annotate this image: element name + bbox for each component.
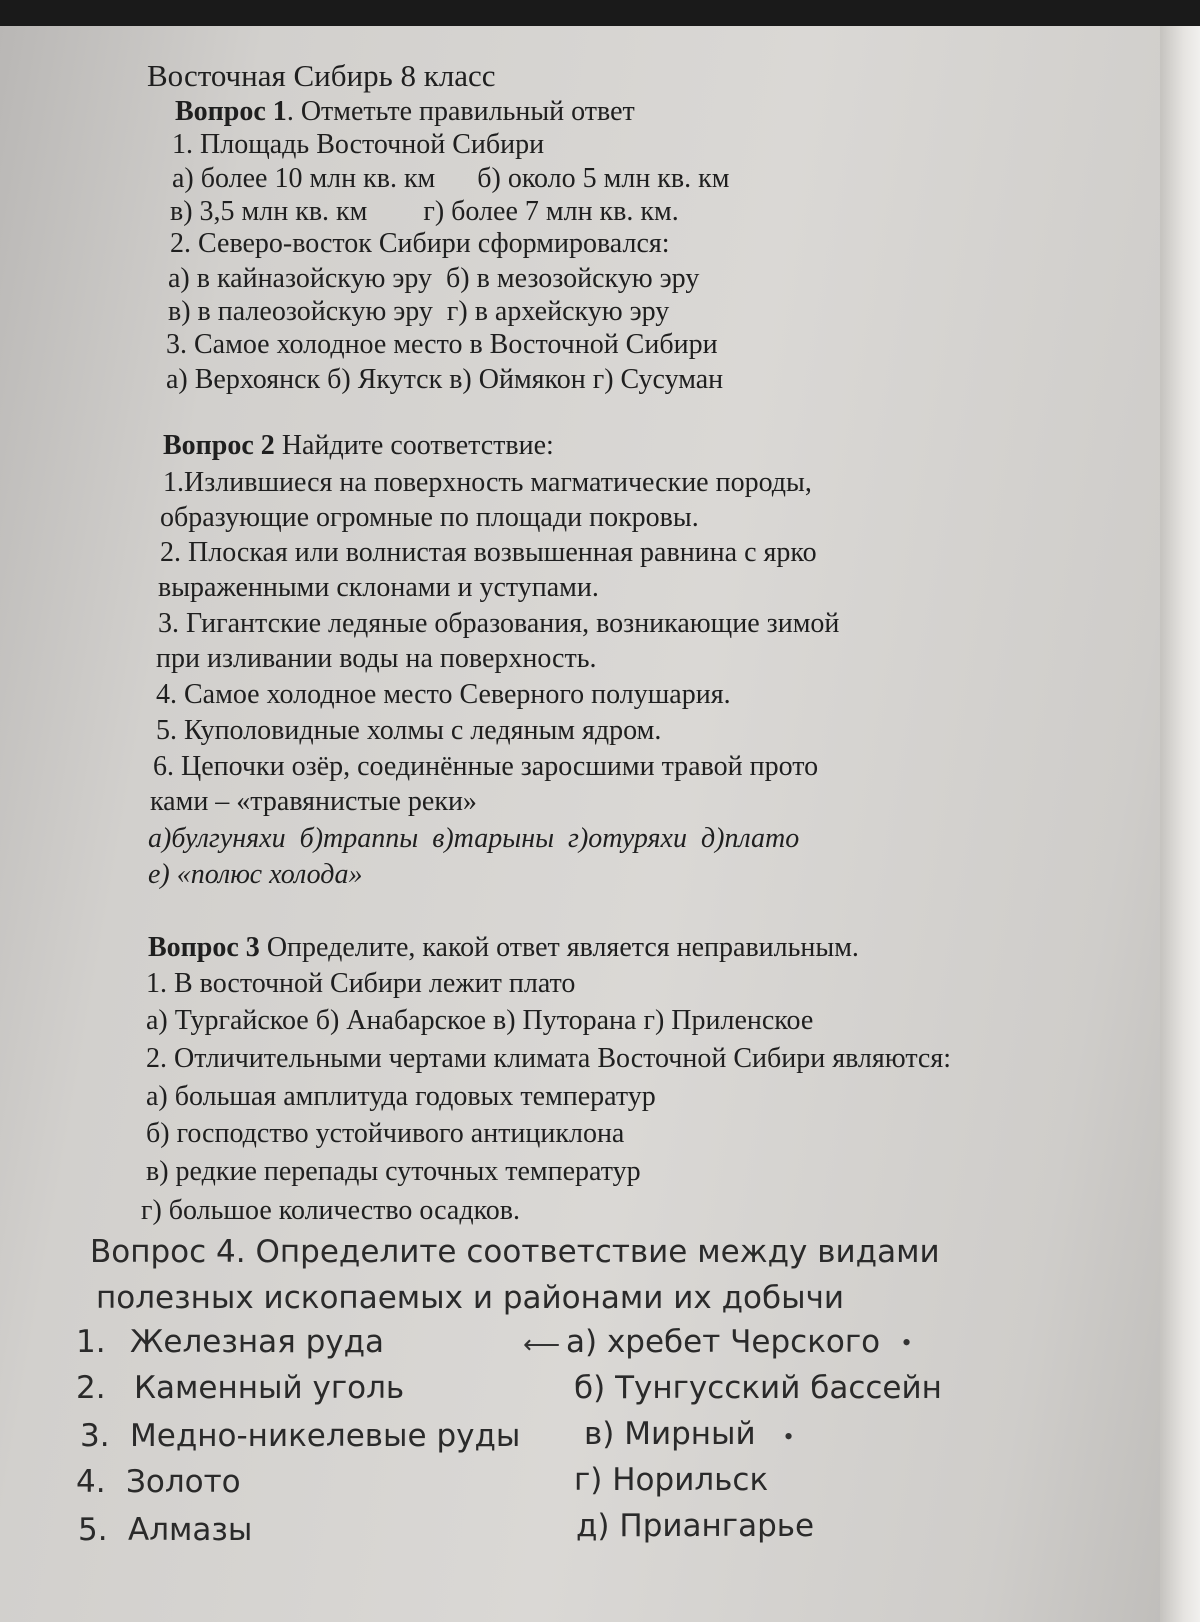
question-4-heading-line-2: полезных ископаемых и районами их добычи <box>96 1280 845 1316</box>
q4-left-num: 1. <box>76 1324 106 1360</box>
q2-item-5: 3. Гигантские ледяные образования, возникающие зимой <box>158 608 840 639</box>
q1-item-4: 2. Северо-восток Сибири сформировался: <box>170 228 670 259</box>
q4-left-item-1 <box>76 1324 385 1360</box>
q4-left-label: Медно-никелевые руды <box>130 1418 521 1454</box>
q4-left-num: 4. <box>76 1464 106 1500</box>
q4-left-item-4 <box>76 1464 241 1500</box>
q3-item-1: 1. В восточной Сибири лежит плато <box>146 968 576 999</box>
q2-item-2: образующие огромные по площади покровы. <box>160 502 699 533</box>
q2-item-1: 1.Излившиеся на поверхность магматические породы, <box>163 467 812 498</box>
q4-left-num: 2. <box>76 1370 106 1406</box>
q3-item-3: 2. Отличительными чертами климата Восточной Сибири являются: <box>146 1043 951 1074</box>
question-4-heading-line-1: Вопрос 4. Определите соответствие между видами <box>90 1234 940 1270</box>
dot-mark-icon: • <box>902 1328 912 1357</box>
arrow-mark-icon: ⟵ <box>523 1330 561 1359</box>
q4-left-item-5 <box>78 1512 253 1548</box>
q3-item-2: а) Тургайское б) Анабарское в) Путорана г) Приленское <box>146 1005 814 1036</box>
q4-left-label: Железная руда <box>130 1324 385 1360</box>
question-3-instruction: Определите, какой ответ является неправильным. <box>259 932 859 963</box>
q2-item-8: 5. Куполовидные холмы с ледяным ядром. <box>156 715 662 746</box>
q4-right-item-c: в) Мирный <box>584 1416 756 1452</box>
q1-item-1: 1. Площадь Восточной Сибири <box>172 129 545 160</box>
question-3-label: Вопрос 3 <box>148 932 260 963</box>
q2-item-10: ками – «травянистые реки» <box>150 786 477 817</box>
q4-left-label: Золото <box>126 1464 241 1500</box>
q4-right-item-e: д) Приангарье <box>576 1508 815 1544</box>
q1-item-8: а) Верхоянск б) Якутск в) Оймякон г) Сусуман <box>166 364 724 395</box>
q3-item-7: г) большое количество осадков. <box>141 1195 520 1226</box>
q2-item-7: 4. Самое холодное место Северного полушария. <box>156 679 731 710</box>
q4-right-item-b: б) Тунгусский бассейн <box>574 1370 942 1406</box>
q4-right-item-a: а) хребет Черского <box>566 1324 881 1360</box>
paper-edge <box>1160 26 1200 1622</box>
q4-left-num: 5. <box>78 1512 108 1548</box>
q2-item-9: 6. Цепочки озёр, соединённые заросшими травой прото <box>153 751 819 782</box>
q2-item-4: выраженными склонами и уступами. <box>158 572 599 603</box>
q4-left-num: 3. <box>80 1418 110 1454</box>
q4-left-item-3 <box>80 1418 521 1454</box>
q2-answers-line-2: е) «полюс холода» <box>148 859 363 890</box>
q3-item-4: а) большая амплитуда годовых температур <box>146 1081 656 1112</box>
question-2-label: Вопрос 2 <box>163 430 275 461</box>
q2-item-3: 2. Плоская или волнистая возвышенная равнина с ярко <box>160 537 817 568</box>
q4-left-label: Каменный уголь <box>134 1370 405 1406</box>
q1-item-3: в) 3,5 млн кв. км г) более 7 млн кв. км. <box>170 196 679 227</box>
question-2-heading <box>163 430 554 462</box>
q2-item-6: при изливании воды на поверхность. <box>156 643 597 674</box>
q1-item-6: в) в палеозойскую эру г) в архейскую эру <box>168 296 670 327</box>
q2-answers-line-1: а)булгуняхи б)траппы в)тарыны г)отуряхи д)плато <box>148 823 800 854</box>
q4-left-item-2 <box>76 1370 405 1406</box>
q4-left-label: Алмазы <box>128 1512 253 1548</box>
question-1-instruction: . Отметьте правильный ответ <box>286 96 635 127</box>
question-3-heading <box>148 932 859 964</box>
question-2-instruction: Найдите соответствие: <box>274 430 554 461</box>
q1-item-2: а) более 10 млн кв. км б) около 5 млн кв. км <box>172 163 730 194</box>
question-1-heading <box>175 96 635 128</box>
q3-item-5: б) господство устойчивого антициклона <box>146 1118 625 1149</box>
q3-item-6: в) редкие перепады суточных температур <box>146 1156 641 1187</box>
question-1-label: Вопрос 1 <box>175 96 287 127</box>
q4-right-item-d: г) Норильск <box>574 1462 769 1498</box>
q1-item-7: 3. Самое холодное место в Восточной Сибири <box>166 329 718 360</box>
q1-item-5: а) в кайназойскую эру б) в мезозойскую эру <box>168 263 700 294</box>
page-title: Восточная Сибирь 8 класс <box>147 58 496 93</box>
dot-mark-icon: • <box>784 1422 794 1451</box>
